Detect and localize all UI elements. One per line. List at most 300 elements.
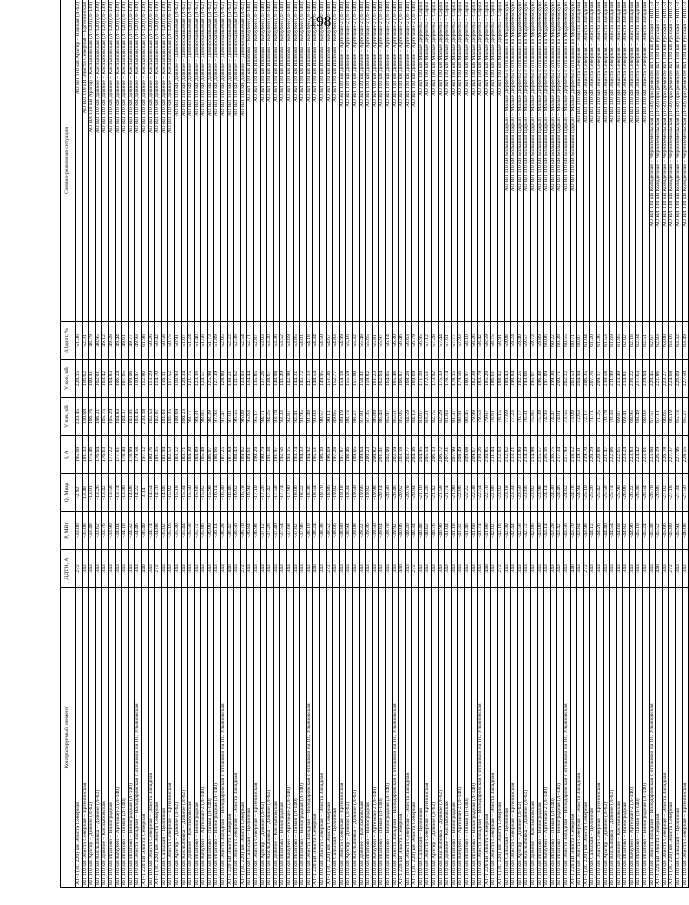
cell-situation: АО ВЛ 110 кВ Дивное – Кислыбовская (Л-120) (Л-139)	[161, 0, 168, 322]
cell-delta: 54.99	[339, 322, 346, 360]
cell-dtn: 343	[537, 550, 544, 588]
cell-v-nach: 97.93	[214, 398, 221, 436]
table-row	[596, 0, 603, 888]
cell-element: ВЛ 110 кВ Кочубей – Артезиан-2 (Л-140)	[458, 588, 465, 888]
cell-situation: АО ВЛ 110 кВ Дивное – Артезиан-2 (Л-140)	[379, 0, 386, 322]
cell-v-nach: 91.03	[313, 398, 320, 436]
cell-q: -18.38	[306, 474, 313, 512]
cell-v-kon: 211.99	[610, 360, 617, 398]
cell-q: -13.26	[95, 474, 102, 512]
cell-delta: 54.01	[300, 322, 307, 360]
cell-q: -21.42	[432, 474, 439, 512]
table-row	[174, 0, 181, 888]
cell-v-kon: 102.01	[95, 360, 102, 398]
cell-v-kon: 192.25	[517, 360, 524, 398]
cell-i: 208.49	[458, 436, 465, 474]
cell-i: 202.59	[392, 436, 399, 474]
cell-v-kon: 203.53	[570, 360, 577, 398]
cell-p: -33.00	[76, 512, 83, 550]
cell-p: -39.08	[352, 512, 359, 550]
table-row	[148, 0, 155, 888]
cell-q: -26.38	[636, 474, 643, 512]
cell-i: 180.76	[148, 436, 155, 474]
cell-element: ВЛ 110 кВ Элиста Западная – Володаровская с отпайкой на ПС Ульяновская	[392, 588, 399, 888]
cell-v-kon: 219.04	[643, 360, 650, 398]
cell-delta: 56.63	[405, 322, 412, 360]
cell-p: -37.54	[280, 512, 287, 550]
cell-v-kon: 133.03	[240, 360, 247, 398]
cell-dtn: 343	[418, 550, 425, 588]
cell-i: 226.19	[656, 436, 663, 474]
header-v-kon: V кон, кВ	[61, 360, 76, 398]
table-row	[432, 0, 439, 888]
cell-p: -41.32	[458, 512, 465, 550]
table-row	[372, 0, 379, 888]
cell-v-kon: 183.79	[478, 360, 485, 398]
cell-v-nach: 103.45	[135, 398, 142, 436]
cell-dtn: 343	[102, 550, 109, 588]
cell-v-kon: 165.46	[392, 360, 399, 398]
cell-v-kon: 197.89	[544, 360, 551, 398]
cell-delta: 53.03	[260, 322, 267, 360]
cell-p: -40.62	[425, 512, 432, 550]
cell-element: АТ-1 220 кВ Элиста Северная	[227, 588, 234, 888]
cell-dtn: 272	[412, 550, 419, 588]
cell-delta: 51.73	[207, 322, 214, 360]
cell-element: ВЛ 110 кВ Кислыбовка – Дивное (Л-62)	[352, 588, 359, 888]
cell-v-kon: 159.82	[366, 360, 373, 398]
cell-delta: 56.95	[418, 322, 425, 360]
cell-q: -26.86	[656, 474, 663, 512]
cell-i: 223.24	[623, 436, 630, 474]
cell-i: 213.21	[511, 436, 518, 474]
cell-p: -36.70	[240, 512, 247, 550]
cell-q: -27.02	[662, 474, 669, 512]
cell-dtn: 343	[300, 550, 307, 588]
cell-q: -15.34	[181, 474, 188, 512]
cell-situation: АО ВЛ 110 кВ Дивное – Кислыбовская (Л-120) (Л-139)	[168, 0, 175, 322]
cell-p: -42.44	[511, 512, 518, 550]
cell-i: 210.85	[484, 436, 491, 474]
table-row	[603, 0, 610, 888]
table-row	[610, 0, 617, 888]
cell-q: -14.54	[148, 474, 155, 512]
cell-p: -37.12	[260, 512, 267, 550]
cell-situation: АО ВЛ 110 кВ Дивное – Кислыбовская (Л-120) (Л-139)	[148, 0, 155, 322]
cell-dtn: 343	[662, 550, 669, 588]
cell-p: -33.48	[89, 512, 96, 550]
cell-v-kon: 116.11	[161, 360, 168, 398]
cell-i: 191.97	[273, 436, 280, 474]
cell-p: -45.38	[649, 512, 656, 550]
cell-v-nach: 104.83	[115, 398, 122, 436]
cell-situation: АО ВЛ 110 кВ Дивное – Дивноскамьевая (Л-62)	[201, 0, 208, 322]
cell-v-kon: 123.16	[194, 360, 201, 398]
cell-v-kon: 164.05	[385, 360, 392, 398]
cell-element: ВЛ 110 кВ Элиста Западная – Володаровская с отпайкой на ПС Ульяновская	[135, 588, 142, 888]
cell-delta: 52.05	[221, 322, 228, 360]
cell-dtn: 440	[656, 550, 663, 588]
cell-q: -18.06	[293, 474, 300, 512]
cell-situation: АО ВЛ 110 кВ Арзгир – Южная (Л-62)	[76, 0, 83, 322]
cell-v-nach: 82.29	[438, 398, 445, 436]
cell-v-kon: 190.84	[511, 360, 518, 398]
cell-element: ВЛ 110 кВ Ипатово – Виноградная (Л-140)	[385, 588, 392, 888]
cell-delta: 61.98	[141, 322, 148, 360]
cell-v-nach: 67.57	[649, 398, 656, 436]
cell-element: ВЛ 110 кВ Дивное – Кислыбовская	[102, 588, 109, 888]
cell-v-nach: 78.61	[491, 398, 498, 436]
cell-q: -25.42	[596, 474, 603, 512]
table-row	[115, 0, 122, 888]
cell-element: ВЛ 110 кВ Кислыбовка – Дивное (Л-62)	[267, 588, 274, 888]
cell-i: 177.22	[108, 436, 115, 474]
table-row	[425, 0, 432, 888]
cell-delta: 60.71	[570, 322, 577, 360]
table-row	[108, 0, 115, 888]
cell-v-nach: 101.61	[161, 398, 168, 436]
cell-element: АТ-1 (3С 220) кВ Элиста Северная	[498, 588, 505, 888]
table-row	[629, 0, 636, 888]
cell-v-nach: 74.01	[557, 398, 564, 436]
cell-situation: АО ВЛ 110 кВ Большой Царын – Малые Дербеты с отпайкой на Модобеевскую	[517, 0, 524, 322]
cell-v-kon: 141.49	[280, 360, 287, 398]
cell-i: 195.51	[313, 436, 320, 474]
cell-delta: 57.77	[451, 322, 458, 360]
cell-p: -35.86	[201, 512, 208, 550]
cell-element: ВЛ 110 кВ Элиста Северная – Ергенинская	[254, 588, 261, 888]
cell-dtn: 343	[676, 550, 683, 588]
cell-element: ВЛ 110 кВ Кислыбовка – Дивное (Л-62)	[610, 588, 617, 888]
cell-v-kon: 221.86	[656, 360, 663, 398]
table-row	[201, 0, 208, 888]
cell-q: -24.30	[550, 474, 557, 512]
cell-delta: 54.18	[306, 322, 313, 360]
cell-delta: 54.50	[319, 322, 326, 360]
cell-element: ВЛ 110 кВ Дивное – Кислыбовская	[616, 588, 623, 888]
cell-q: -25.10	[583, 474, 590, 512]
cell-delta: 57.44	[438, 322, 445, 360]
cell-situation: АО ВЛ 110 кВ Колодезная – Черноземельская (Л-50) при ремонте ВЛ 110 кВ Русская – НПС-3	[682, 0, 689, 322]
cell-element: ВЛ 110 кВ Ипатово – Виноградная	[194, 588, 201, 888]
cell-v-nach: 66.65	[662, 398, 669, 436]
cell-i: 187.25	[221, 436, 228, 474]
table-row	[76, 0, 83, 888]
cell-element: АТ-1 220 кВ Элиста Северная	[484, 588, 491, 888]
cell-element: ВЛ 110 кВ Ипатово – Лиман (Л-140)	[550, 588, 557, 888]
cell-i: 227.37	[669, 436, 676, 474]
cell-q: -23.98	[537, 474, 544, 512]
cell-dtn: 343	[550, 550, 557, 588]
cell-element: ВЛ 110 кВ Элиста Западная – Володаровская с отпайкой на ПС Ульяновская	[563, 588, 570, 888]
cell-situation: АО ВЛ 110 кВ Дивное – Дивноскамьевая (Л-62)	[207, 0, 214, 322]
cell-v-nach: 81.37	[451, 398, 458, 436]
cell-dtn: 440	[227, 550, 234, 588]
cell-q: -14.06	[128, 474, 135, 512]
cell-v-kon: 100.41	[89, 360, 96, 398]
cell-v-kon: 158.41	[359, 360, 366, 398]
cell-i: 223.83	[629, 436, 636, 474]
cell-situation: АО ВЛ 110 кВ Дивное – Кислыбовская (Л-120) (Л-139)	[135, 0, 142, 322]
cell-v-kon: 107.65	[122, 360, 129, 398]
cell-q: -18.22	[300, 474, 307, 512]
cell-v-nach: 93.79	[273, 398, 280, 436]
cell-delta: 59.57	[524, 322, 531, 360]
cell-v-kon: 176.74	[445, 360, 452, 398]
cell-i: 205.54	[425, 436, 432, 474]
cell-i: 184.30	[188, 436, 195, 474]
cell-delta: 51.56	[201, 322, 208, 360]
cell-v-nach: 89.65	[333, 398, 340, 436]
cell-i: 190.20	[254, 436, 261, 474]
cell-delta: 56.46	[399, 322, 406, 360]
cell-dtn: 343	[379, 550, 386, 588]
cell-i: 194.92	[306, 436, 313, 474]
cell-dtn: 343	[590, 550, 597, 588]
cell-delta: 49.77	[128, 322, 135, 360]
table-row	[207, 0, 214, 888]
cell-p: -35.16	[168, 512, 175, 550]
cell-v-kon: 137.26	[260, 360, 267, 398]
cell-element: ВЛ 110 кВ Дивное – Кислыбовская	[530, 588, 537, 888]
cell-element: АТ-1 220 кВ Элиста Северная	[656, 588, 663, 888]
cell-q: -16.62	[234, 474, 241, 512]
cell-q: -19.02	[333, 474, 340, 512]
cell-q: -13.58	[108, 474, 115, 512]
cell-v-kon: 157.00	[352, 360, 359, 398]
cell-v-nach: 90.57	[319, 398, 326, 436]
cell-v-kon: 207.76	[590, 360, 597, 398]
cell-p: -40.20	[405, 512, 412, 550]
cell-element: ВЛ 110 кВ Элиста Северная – Элиста Западная	[405, 588, 412, 888]
cell-dtn: 343	[504, 550, 511, 588]
cell-i: 179.58	[135, 436, 142, 474]
cell-i: 222.65	[616, 436, 623, 474]
cell-i: 178.99	[128, 436, 135, 474]
cell-situation: АО ВЛ 110 кВ Колодезная – Черноземельская (Л-50) при ремонте ВЛ 110 кВ Русская – НПС-3	[676, 0, 683, 322]
cell-delta: 51.36	[76, 322, 83, 360]
cell-v-nach: 80.91	[458, 398, 465, 436]
cell-element: ВЛ 110 кВ Арзгир – Дивное (Л-62)	[603, 588, 610, 888]
table-row	[267, 0, 274, 888]
cell-i: 211.44	[491, 436, 498, 474]
cell-element: ВЛ 110 кВ Элиста Западная – Володаровская с отпайкой на ПС Ульяновская	[478, 588, 485, 888]
cell-p: -40.90	[438, 512, 445, 550]
cell-delta: 53.85	[293, 322, 300, 360]
cell-p: -45.24	[643, 512, 650, 550]
cell-situation: АО ВЛ 110 кВ Ипатово – Кочубей (Л-140)	[306, 0, 313, 322]
cell-p: -34.18	[122, 512, 129, 550]
table-row	[570, 0, 577, 888]
cell-v-nach: 83.21	[425, 398, 432, 436]
cell-v-kon: 161.23	[372, 360, 379, 398]
cell-v-nach: 75.39	[537, 398, 544, 436]
cell-dtn: 343	[491, 550, 498, 588]
cell-delta: 56.14	[385, 322, 392, 360]
cell-situation: АО ВЛ 110 кВ Ипатово – Кочубей (Л-140)	[313, 0, 320, 322]
cell-delta: 61.20	[590, 322, 597, 360]
cell-p: -36.84	[247, 512, 254, 550]
cell-dtn: 343	[181, 550, 188, 588]
cell-v-kon: 162.64	[379, 360, 386, 398]
cell-i: 200.23	[366, 436, 373, 474]
cell-v-nach: 70.79	[603, 398, 610, 436]
cell-q: -19.82	[366, 474, 373, 512]
cell-q: -21.58	[438, 474, 445, 512]
cell-element: ВЛ 110 кВ Элиста Северная – Ергенинская	[511, 588, 518, 888]
cell-dtn: 343	[280, 550, 287, 588]
cell-q: -20.78	[405, 474, 412, 512]
cell-p: -41.04	[445, 512, 452, 550]
cell-i: 181.94	[161, 436, 168, 474]
cell-q: -22.86	[491, 474, 498, 512]
cell-q: -23.66	[524, 474, 531, 512]
cell-q: -19.98	[372, 474, 379, 512]
cell-v-nach: 85.51	[392, 398, 399, 436]
cell-delta: 61.04	[583, 322, 590, 360]
cell-v-nach: 96.09	[240, 398, 247, 436]
cell-v-kon: 206.35	[583, 360, 590, 398]
cell-situation: АО ВЛ 110 кВ Элиста Северная – Ергенинская	[82, 0, 89, 322]
cell-delta: 53.69	[287, 322, 294, 360]
cell-delta: 52.71	[247, 322, 254, 360]
table-row	[240, 0, 247, 888]
cell-situation: АО ВЛ 110 кВ Дивное – Артезиан-2 (Л-140)	[405, 0, 412, 322]
cell-v-nach: 68.03	[643, 398, 650, 436]
cell-p: -40.48	[418, 512, 425, 550]
cell-v-nach: 76.31	[524, 398, 531, 436]
cell-q: -17.74	[280, 474, 287, 512]
cell-v-kon: 224.68	[669, 360, 676, 398]
cell-element: ВЛ 110 кВ Арзгир – Дивное (Л-62)	[260, 588, 267, 888]
cell-dtn: 343	[319, 550, 326, 588]
cell-q: -17.90	[287, 474, 294, 512]
cell-v-kon: 148.54	[313, 360, 320, 398]
cell-element: ВЛ 110 кВ Кочубей – Артезиан-2 (Л-140)	[372, 588, 379, 888]
cell-dtn: 272	[326, 550, 333, 588]
cell-v-nach: 70.33	[610, 398, 617, 436]
cell-v-kon: 117.52	[168, 360, 175, 398]
cell-dtn: 343	[451, 550, 458, 588]
cell-q: -16.46	[227, 474, 234, 512]
cell-situation: АО ВЛ 110 кВ Элиста Северная – Элиста Западная	[590, 0, 597, 322]
table-header-row	[61, 0, 76, 888]
cell-delta: 49.44	[115, 322, 122, 360]
cell-p: -34.32	[128, 512, 135, 550]
cell-dtn: 343	[115, 550, 122, 588]
cell-situation: АО ВЛ 110 кВ Элиста Северная – Элиста Западная	[603, 0, 610, 322]
cell-dtn: 343	[649, 550, 656, 588]
cell-dtn: 343	[511, 550, 518, 588]
cell-dtn: 343	[682, 550, 689, 588]
cell-p: -35.08	[82, 512, 89, 550]
table-row	[260, 0, 267, 888]
cell-delta: 50.26	[148, 322, 155, 360]
header-element: Контролируемый элемент	[61, 588, 76, 888]
cell-dtn: 343	[161, 550, 168, 588]
cell-situation: АО ВЛ 110 кВ Элиста Северная – Элиста Западная	[583, 0, 590, 322]
cell-v-kon: 196.48	[537, 360, 544, 398]
cell-delta: 50.75	[168, 322, 175, 360]
cell-p: -38.52	[326, 512, 333, 550]
cell-q: -20.46	[392, 474, 399, 512]
cell-element: АТ-1 220 кВ Элиста Северная	[141, 588, 148, 888]
cell-element: ВЛ 110 кВ Ипатово – Виноградная (Л-140)	[471, 588, 478, 888]
table-row	[168, 0, 175, 888]
cell-v-kon: 169.69	[412, 360, 419, 398]
cell-p: -36.56	[234, 512, 241, 550]
cell-element: АТ-1 220 кВ Элиста Северная	[313, 588, 320, 888]
cell-p: -36.28	[221, 512, 228, 550]
cell-v-kon: 210.58	[603, 360, 610, 398]
header-delta: Δ Iдопт, %	[61, 322, 76, 360]
cell-i: 201.41	[379, 436, 386, 474]
cell-situation: АО ВЛ 110 кВ Элиста Северная – Элиста Западная	[577, 0, 584, 322]
cell-dtn: 343	[267, 550, 274, 588]
cell-i: 207.90	[451, 436, 458, 474]
cell-delta: 48.95	[95, 322, 102, 360]
cell-situation: АО ВЛ 110 кВ Дивное – Дивноскамьевая (Л-62)	[174, 0, 181, 322]
cell-element: ВЛ 110 кВ Кислыбовка – Дивное (Л-62)	[438, 588, 445, 888]
cell-q: -26.54	[643, 474, 650, 512]
cell-delta: 52.22	[227, 322, 234, 360]
cell-element: ВЛ 110 кВ Элиста Северная – Элиста Западная	[662, 588, 669, 888]
cell-element: ВЛ 110 кВ Ипатово – Виноградная	[537, 588, 544, 888]
cell-q: -17.42	[267, 474, 274, 512]
cell-situation: АО ВЛ 110 кВ Ипатово – Кочубей (Л-140)	[287, 0, 294, 322]
cell-v-kon: 166.87	[399, 360, 406, 398]
cell-i: 197.12	[141, 436, 148, 474]
cell-element: ВЛ 110 кВ Элиста Северная – Ергенинская	[168, 588, 175, 888]
cell-dtn: 343	[201, 550, 208, 588]
cell-p: -41.60	[471, 512, 478, 550]
cell-dtn: 343	[234, 550, 241, 588]
cell-dtn: 343	[174, 550, 181, 588]
cell-v-kon: 209.17	[596, 360, 603, 398]
cell-v-nach: 233.45	[76, 398, 83, 436]
cell-dtn: 272	[240, 550, 247, 588]
table-row	[194, 0, 201, 888]
cell-delta: 63.32	[676, 322, 683, 360]
cell-v-kon: 172.51	[425, 360, 432, 398]
cell-delta: 54.83	[333, 322, 340, 360]
header-v-nach: V нач, кВ	[61, 398, 76, 436]
cell-delta: 56.30	[392, 322, 399, 360]
cell-v-kon: 220.45	[649, 360, 656, 398]
cell-element: ВЛ 110 кВ Ипатово – Лиман (Л-140)	[465, 588, 472, 888]
cell-element: ВЛ 110 кВ Кочубей – Артезиан-2 (Л-140)	[544, 588, 551, 888]
cell-v-kon: 217.63	[636, 360, 643, 398]
cell-v-nach: 95.63	[247, 398, 254, 436]
cell-q: -15.02	[168, 474, 175, 512]
cell-delta: 58.75	[491, 322, 498, 360]
table-row	[122, 0, 129, 888]
cell-element: ВЛ 110 кВ Ипатово – Виноградная	[108, 588, 115, 888]
table-row	[346, 0, 353, 888]
cell-situation: АО ВЛ 110 кВ Элиста Северная – Элиста Западная	[596, 0, 603, 322]
cell-v-kon: 103.42	[102, 360, 109, 398]
table-row	[379, 0, 386, 888]
cell-delta: 55.48	[359, 322, 366, 360]
cell-delta: 63.00	[662, 322, 669, 360]
cell-dtn: 343	[425, 550, 432, 588]
cell-v-kon: 189.43	[504, 360, 511, 398]
cell-dtn: 343	[438, 550, 445, 588]
cell-i: 206.72	[438, 436, 445, 474]
cell-v-nach: 99.77	[188, 398, 195, 436]
cell-v-nach: 66.19	[669, 398, 676, 436]
cell-situation: АО ВЛ 110 кВ Элиста Северная – Элиста Западная	[623, 0, 630, 322]
